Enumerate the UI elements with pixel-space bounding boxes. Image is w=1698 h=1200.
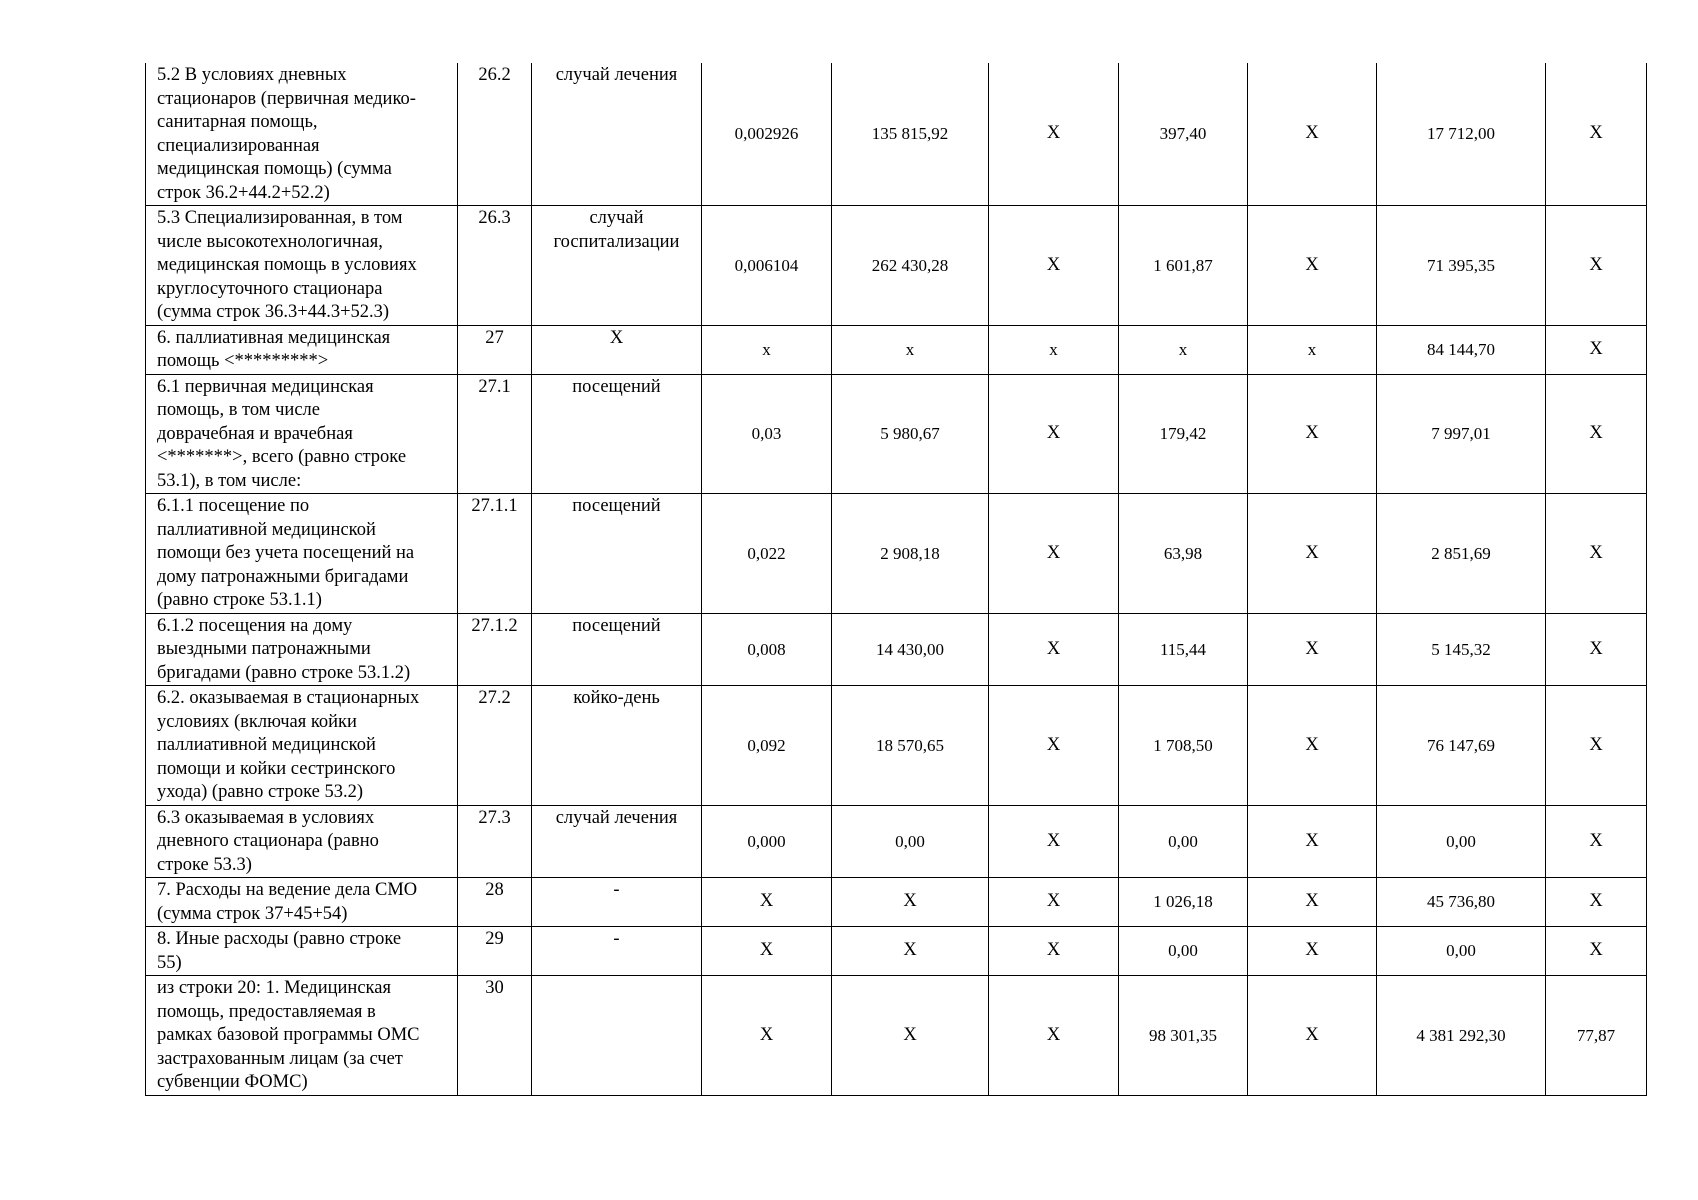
row-value-2: X [832, 976, 989, 1096]
row-unit: койко-день [532, 686, 702, 806]
row-value-1: 0,03 [702, 374, 832, 494]
row-code: 27.1 [458, 374, 532, 494]
table-row [146, 206, 1647, 326]
row-value-6: 4 381 292,30 [1377, 976, 1546, 1096]
row-unit: посещений [532, 613, 702, 686]
row-description: 8. Иные расходы (равно строке 55) [146, 927, 458, 976]
row-value-7: X [1546, 613, 1647, 686]
table-row [146, 374, 1647, 494]
row-value-5: X [1248, 878, 1377, 927]
row-code: 26.2 [458, 63, 532, 206]
row-value-3: X [989, 494, 1119, 614]
row-unit: X [532, 325, 702, 374]
table-row [146, 686, 1647, 806]
row-value-7: X [1546, 686, 1647, 806]
row-value-1: x [702, 325, 832, 374]
row-value-1: 0,006104 [702, 206, 832, 326]
row-value-1: 0,022 [702, 494, 832, 614]
row-value-5: x [1248, 325, 1377, 374]
row-value-2: X [832, 927, 989, 976]
row-unit: посещений [532, 494, 702, 614]
row-value-1: 0,000 [702, 805, 832, 878]
row-unit: - [532, 927, 702, 976]
row-value-4: 115,44 [1119, 613, 1248, 686]
row-value-4: 179,42 [1119, 374, 1248, 494]
row-code: 30 [458, 976, 532, 1096]
row-value-4: x [1119, 325, 1248, 374]
row-value-2: 14 430,00 [832, 613, 989, 686]
row-code: 27.3 [458, 805, 532, 878]
row-value-4: 0,00 [1119, 927, 1248, 976]
financing-table [145, 63, 1647, 1096]
row-value-6: 84 144,70 [1377, 325, 1546, 374]
row-code: 27.1.2 [458, 613, 532, 686]
row-value-2: X [832, 878, 989, 927]
row-value-3: X [989, 976, 1119, 1096]
row-value-7: X [1546, 374, 1647, 494]
row-value-5: X [1248, 927, 1377, 976]
row-description: 6.1.2 посещения на дому выездными патронажными бригадами (равно строке 53.1.2) [146, 613, 458, 686]
row-description: 6.1 первичная медицинская помощь, в том числе доврачебная и врачебная <*******>, всего (равно строке 53.1), в том числе: [146, 374, 458, 494]
row-value-5: X [1248, 805, 1377, 878]
row-value-1: X [702, 878, 832, 927]
row-value-6: 5 145,32 [1377, 613, 1546, 686]
row-value-4: 0,00 [1119, 805, 1248, 878]
row-value-4: 1 026,18 [1119, 878, 1248, 927]
table-row [146, 63, 1647, 206]
row-code: 26.3 [458, 206, 532, 326]
table-row [146, 494, 1647, 614]
table-row [146, 805, 1647, 878]
row-value-2: 2 908,18 [832, 494, 989, 614]
row-value-6: 0,00 [1377, 805, 1546, 878]
row-code: 29 [458, 927, 532, 976]
row-value-3: X [989, 206, 1119, 326]
row-value-3: X [989, 686, 1119, 806]
row-value-7: X [1546, 927, 1647, 976]
row-unit: случай лечения [532, 805, 702, 878]
row-value-5: X [1248, 976, 1377, 1096]
table-body [146, 63, 1647, 1095]
row-value-7: X [1546, 805, 1647, 878]
row-value-3: X [989, 63, 1119, 206]
row-description: 6. паллиативная медицинская помощь <*********> [146, 325, 458, 374]
row-value-5: X [1248, 686, 1377, 806]
row-value-6: 17 712,00 [1377, 63, 1546, 206]
row-value-2: 18 570,65 [832, 686, 989, 806]
row-value-5: X [1248, 63, 1377, 206]
table-row [146, 927, 1647, 976]
row-value-1: X [702, 976, 832, 1096]
row-unit: случай госпитализации [532, 206, 702, 326]
row-description: 6.3 оказываемая в условиях дневного стационара (равно строке 53.3) [146, 805, 458, 878]
row-unit: посещений [532, 374, 702, 494]
row-value-2: 262 430,28 [832, 206, 989, 326]
row-value-1: 0,092 [702, 686, 832, 806]
row-value-4: 1 708,50 [1119, 686, 1248, 806]
row-value-4: 98 301,35 [1119, 976, 1248, 1096]
row-value-2: 5 980,67 [832, 374, 989, 494]
row-description: 5.3 Специализированная, в том числе высокотехнологичная, медицинская помощь в условиях круглосуточного стационара (сумма строк 36.3+44.3+52.3) [146, 206, 458, 326]
row-value-7: X [1546, 63, 1647, 206]
row-value-1: X [702, 927, 832, 976]
row-value-6: 45 736,80 [1377, 878, 1546, 927]
row-description: 5.2 В условиях дневных стационаров (первичная медико- санитарная помощь, специализированная медицинская помощь) (сумма строк 36.2+44.2+52.2) [146, 63, 458, 206]
row-value-7: X [1546, 494, 1647, 614]
table-row [146, 613, 1647, 686]
row-value-6: 0,00 [1377, 927, 1546, 976]
row-value-1: 0,008 [702, 613, 832, 686]
row-value-2: 135 815,92 [832, 63, 989, 206]
row-code: 28 [458, 878, 532, 927]
row-value-6: 71 395,35 [1377, 206, 1546, 326]
row-value-3: X [989, 374, 1119, 494]
row-unit: - [532, 878, 702, 927]
row-description: 7. Расходы на ведение дела СМО (сумма строк 37+45+54) [146, 878, 458, 927]
row-value-7: 77,87 [1546, 976, 1647, 1096]
row-value-5: X [1248, 374, 1377, 494]
row-value-2: x [832, 325, 989, 374]
row-value-4: 63,98 [1119, 494, 1248, 614]
row-value-7: X [1546, 206, 1647, 326]
row-value-7: X [1546, 325, 1647, 374]
table-row [146, 878, 1647, 927]
row-value-3: X [989, 613, 1119, 686]
row-value-5: X [1248, 206, 1377, 326]
row-value-3: x [989, 325, 1119, 374]
row-unit [532, 976, 702, 1096]
row-value-3: X [989, 927, 1119, 976]
row-value-7: X [1546, 878, 1647, 927]
row-description: 6.2. оказываемая в стационарных условиях (включая койки паллиативной медицинской помощи и койки сестринского ухода) (равно строке 53.2) [146, 686, 458, 806]
row-value-6: 7 997,01 [1377, 374, 1546, 494]
row-description: из строки 20: 1. Медицинская помощь, предоставляемая в рамках базовой программы ОМС застрахованным лицам (за счет субвенции ФОМС) [146, 976, 458, 1096]
row-value-4: 397,40 [1119, 63, 1248, 206]
row-value-5: X [1248, 494, 1377, 614]
table-row [146, 325, 1647, 374]
row-value-5: X [1248, 613, 1377, 686]
row-value-2: 0,00 [832, 805, 989, 878]
row-value-6: 76 147,69 [1377, 686, 1546, 806]
row-value-3: X [989, 805, 1119, 878]
row-code: 27.2 [458, 686, 532, 806]
table-row [146, 976, 1647, 1096]
row-value-4: 1 601,87 [1119, 206, 1248, 326]
row-code: 27 [458, 325, 532, 374]
row-value-6: 2 851,69 [1377, 494, 1546, 614]
row-code: 27.1.1 [458, 494, 532, 614]
row-value-3: X [989, 878, 1119, 927]
row-unit: случай лечения [532, 63, 702, 206]
row-value-1: 0,002926 [702, 63, 832, 206]
row-description: 6.1.1 посещение по паллиативной медицинской помощи без учета посещений на дому патронажными бригадами (равно строке 53.1.1) [146, 494, 458, 614]
